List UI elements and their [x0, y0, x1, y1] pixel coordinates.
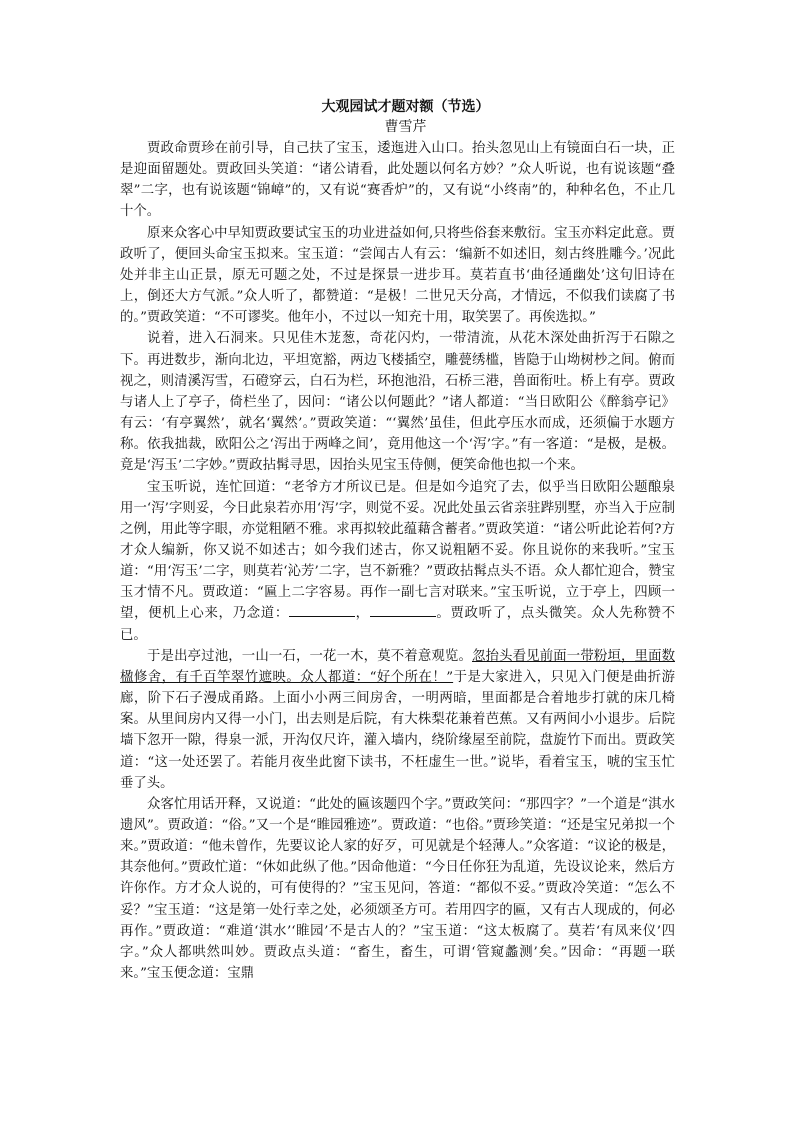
document-author: 曹雪芹	[384, 119, 427, 135]
document-title: 大观园试才题对额（节选）	[321, 99, 490, 115]
paragraph-2: 原来众客心中早知贾政要试宝玉的功业进益如何,只将些俗套来敷衍。宝玉亦料定此意。贾政听了，便回头命宝玉拟来。宝玉道：“尝闻古人有云：‘编新不如述旧，刻古终胜雕今。’况此处并非主山正景，原无可题之处，不过是探景一进步耳。莫若直书‘曲径通幽处’这句旧诗在上，倒还大方气派。”众人听了，都赞道：“是极！二世兄天分高，才情远，不似我们读腐了书的。”贾政笑道：“不可谬奖。他年小，不过以一知充十用，取笑罢了。再俟选拟。”	[120, 225, 675, 326]
blank-separator: ，	[354, 606, 370, 622]
answer-blank-1[interactable]	[289, 604, 355, 617]
paragraph-4-tail: 。贾政听了，点头微笑。众人先称赞不已。	[120, 606, 676, 643]
paragraph-3: 说着，进入石洞来。只见佳木茏葱，奇花闪灼，一带清流，从花木深处曲折泻于石隙之下。再进数步，渐向北边，平坦宽豁，两边飞楼插空，雕甍绣槛，皆隐于山坳树杪之间。俯而视之，则清溪泻雪，石磴穿云，白石为栏，环抱池沿，石桥三港，兽面衔吐。桥上有亭。贾政与诸人上了亭子，倚栏坐了，因问：“诸公以何题此？”诸人都道：“当日欧阳公《醉翁亭记》有云：‘有亭翼然’，就名‘翼然’。”贾政笑道：“‘翼然’虽佳，但此亭压水而成，还须偏于水题方称。依我拙裁，欧阳公之‘泻出于两峰之间’，竟用他这一个‘泻’字。”有一客道：“是极，是极。竟是‘泻玉’二字妙。”贾政拈髯寻思，因抬头见宝玉侍侧，便笑命他也拟一个来。	[120, 331, 675, 474]
document-page	[120, 97, 675, 984]
underlined-passage: 忽抬头看见前面一带粉垣，里面数楹修舍，有千百竿翠竹遮映。众人都道：“好个所在！”	[120, 648, 675, 685]
paragraph-4-text: 宝玉听说，连忙回道：“老爷方才所议已是。但是如今追究了去，似乎当日欧阳公题酿泉用一‘泻’字则妥，今日此泉若亦用‘泻’字，则觉不妥。况此处虽云省亲驻跸别墅，亦当入于应制之例，用此等字眼，亦觉粗陋不雅。求再拟较此蕴藉含蓄者。”贾政笑道：“诸公听此论若何?方才众人编新，你又说不如述古；如今我们述古，你又说粗陋不妥。你且说你的来我听。”宝玉道：“用‘泻玉’二字，则莫若‘沁芳’二字，岂不新雅？”贾政拈髯点头不语。众人都忙迎合，赞宝玉才情不凡。贾政道：“匾上二字容易。再作一副七言对联来。”宝玉听说，立于亭上，四顾一望，便机上心来，乃念道：	[120, 479, 675, 622]
paragraph-5	[120, 646, 675, 794]
answer-blank-2[interactable]	[370, 604, 436, 617]
paragraph-5-text: 于是出亭过池，一山一石，一花一木，莫不着意观览。	[147, 648, 473, 664]
paragraph-1: 贾政命贾珍在前引导，自己扶了宝玉，逶迤进入山口。抬头忽见山上有镜面白石一块，正是迎面留题处。贾政回头笑道：“诸公请看，此处题以何名方妙？”众人听说，也有说该题“叠翠”二字，也有说该题“锦嶂”的，又有说“赛香炉”的，又有说“小终南”的，种种名色，不止几十个。	[120, 141, 675, 220]
paragraph-5-rest: 于是大家进入，只见入门便是曲折游廊，阶下石子漫成甬路。上面小小两三间房舍，一明两暗，里面都是合着地步打就的床几椅案。从里间房内又得一小门，出去则是后院，有大株梨花兼着芭蕉。又有两间小小退步。后院墙下忽开一隙，得泉一派，开沟仅尺许，灌入墙内，绕阶缘屋至前院，盘旋竹下而出。贾政笑道：“这一处还罢了。若能月夜坐此窗下读书，不枉虚生一世。”说毕，看着宝玉，唬的宝玉忙垂了头。	[120, 669, 675, 791]
paragraph-6: 众客忙用话开释，又说道：“此处的匾该题四个字。”贾政笑问：“那四字？”一个道是“淇水遗风”。贾政道：“俗。”又一个是“睢园雅迹”。贾政道：“也俗。”贾珍笑道：“还是宝兄弟拟一个来。”贾政道：“他未曾作，先要议论人家的好歹，可见就是个轻薄人。”众客道：“议论的极是，其奈他何。”贾政忙道：“休如此纵了他。”因命他道：“今日任你狂为乱道，先设议论来，然后方许你作。方才众人说的，可有使得的？”宝玉见问，答道：“都似不妥。”贾政冷笑道：“怎么不妥？”宝玉道：“这是第一处行幸之处，必须颂圣方可。若用四字的匾，又有古人现成的，何必再作。”贾政道：“难道‘淇水’‘睢园’不是古人的？”宝玉道：“这太板腐了。莫若‘有凤来仪’四字。”众人都哄然叫妙。贾政点头道：“畜生，畜生，可谓‘管窥蠡测’矣。”因命：“再题一联来。”宝玉便念道：宝鼎	[120, 796, 675, 982]
paragraph-4	[120, 477, 675, 646]
